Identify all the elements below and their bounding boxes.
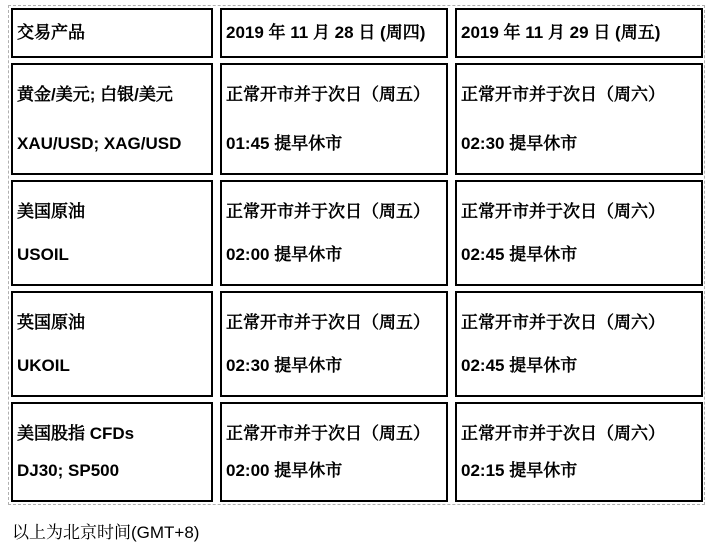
schedule-close-time: 02:15 提早休市 <box>461 461 578 481</box>
trading-hours-table <box>8 5 705 505</box>
schedule-status: 正常开市并于次日（周五） <box>226 202 430 221</box>
schedule-cell-us-index-fri <box>455 402 703 502</box>
product-symbols: USOIL <box>17 245 69 265</box>
schedule-cell-gold-silver-thu <box>220 63 448 175</box>
schedule-close-time: 02:00 提早休市 <box>226 245 343 265</box>
schedule-close-time: 02:45 提早休市 <box>461 245 578 265</box>
product-name: 英国原油 <box>17 313 85 332</box>
product-symbols: UKOIL <box>17 356 70 376</box>
product-cell-us-index-cfds <box>11 402 213 502</box>
schedule-status: 正常开市并于次日（周六） <box>461 313 665 332</box>
product-cell-usoil <box>11 180 213 286</box>
schedule-status: 正常开市并于次日（周六） <box>461 85 665 104</box>
schedule-close-time: 01:45 提早休市 <box>226 134 343 154</box>
product-cell-ukoil <box>11 291 213 397</box>
product-symbols: DJ30; SP500 <box>17 461 120 481</box>
product-cell-gold-silver <box>11 63 213 175</box>
schedule-cell-usoil-thu <box>220 180 448 286</box>
header-date-nov29-label: 2019 年 11 月 29 日 (周五) <box>461 22 661 42</box>
header-cell-date-nov29 <box>455 8 703 58</box>
schedule-cell-ukoil-thu <box>220 291 448 397</box>
schedule-cell-usoil-fri <box>455 180 703 286</box>
schedule-close-time: 02:45 提早休市 <box>461 356 578 376</box>
product-name: 黄金/美元; 白银/美元 <box>17 85 173 104</box>
schedule-close-time: 02:00 提早休市 <box>226 461 343 481</box>
schedule-status: 正常开市并于次日（周五） <box>226 424 430 443</box>
schedule-cell-gold-silver-fri <box>455 63 703 175</box>
schedule-status: 正常开市并于次日（周五） <box>226 85 430 104</box>
header-product-label: 交易产品 <box>17 22 85 42</box>
schedule-status: 正常开市并于次日（周六） <box>461 424 665 443</box>
schedule-close-time: 02:30 提早休市 <box>226 356 343 376</box>
timezone-note: 以上为北京时间(GMT+8) <box>12 523 200 542</box>
header-date-nov28-label: 2019 年 11 月 28 日 (周四) <box>226 22 426 42</box>
product-symbols: XAU/USD; XAG/USD <box>17 134 182 154</box>
header-cell-date-nov28 <box>220 8 448 58</box>
schedule-status: 正常开市并于次日（周五） <box>226 313 430 332</box>
schedule-status: 正常开市并于次日（周六） <box>461 202 665 221</box>
product-name: 美国原油 <box>17 202 85 221</box>
schedule-close-time: 02:30 提早休市 <box>461 134 578 154</box>
product-name: 美国股指 CFDs <box>17 424 135 443</box>
schedule-cell-us-index-thu <box>220 402 448 502</box>
schedule-cell-ukoil-fri <box>455 291 703 397</box>
header-cell-product <box>11 8 213 58</box>
